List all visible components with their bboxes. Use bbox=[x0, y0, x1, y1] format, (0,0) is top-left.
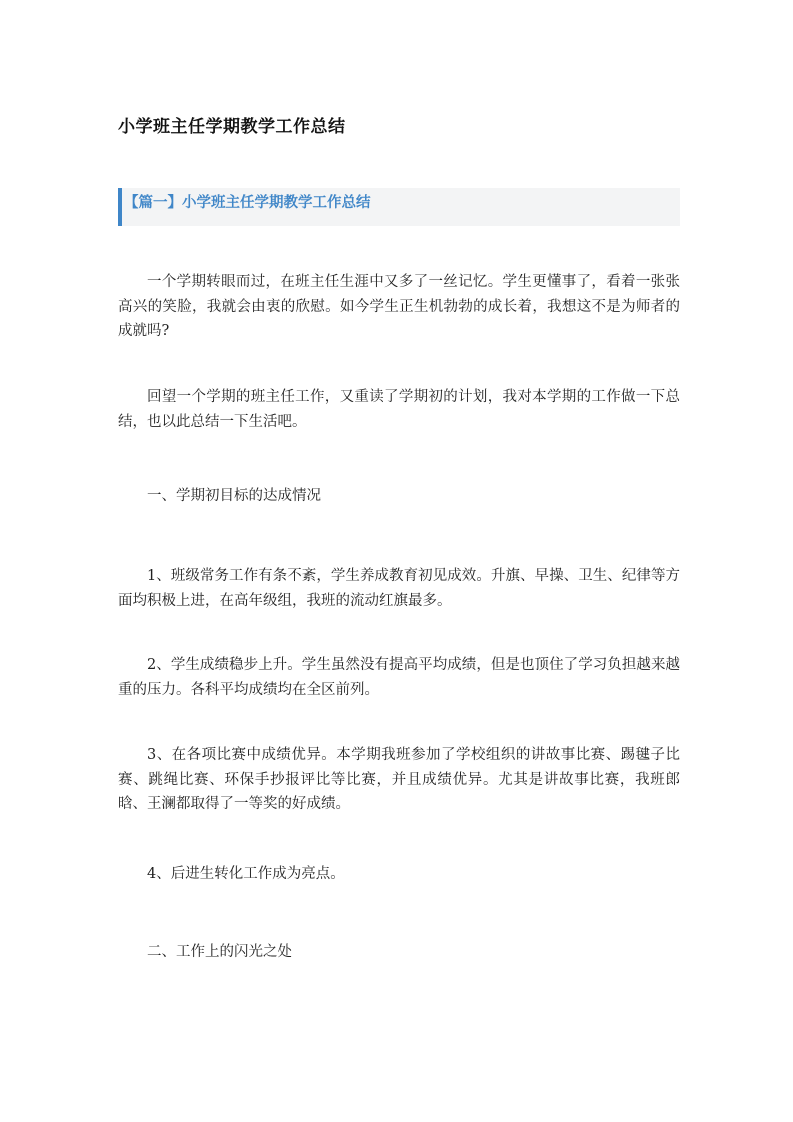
section-heading-box bbox=[118, 188, 680, 226]
paragraph-item-2: 2、学生成绩稳步上升。学生虽然没有提高平均成绩，但是也顶住了学习负担越来越重的压力。各科平均成绩均在全区前列。 bbox=[118, 657, 680, 698]
section-heading: 【篇一】小学班主任学期教学工作总结 bbox=[124, 195, 371, 211]
document-title: 小学班主任学期教学工作总结 bbox=[118, 117, 346, 137]
subheading-highlights: 二、工作上的闪光之处 bbox=[147, 944, 292, 960]
paragraph-item-1: 1、班级常务工作有条不紊，学生养成教育初见成效。升旗、早操、卫生、纪律等方面均积极上进，在高年级组，我班的流动红旗最多。 bbox=[118, 568, 680, 609]
paragraph-review: 回望一个学期的班主任工作，又重读了学期初的计划，我对本学期的工作做一下总结，也以此总结一下生活吧。 bbox=[118, 389, 680, 430]
paragraph-intro: 一个学期转眼而过，在班主任生涯中又多了一丝记忆。学生更懂事了，看着一张张高兴的笑脸，我就会由衷的欣慰。如今学生正生机勃勃的成长着，我想这不是为师者的成就吗? bbox=[118, 274, 680, 339]
subheading-goals: 一、学期初目标的达成情况 bbox=[147, 488, 321, 504]
paragraph-item-4: 4、后进生转化工作成为亮点。 bbox=[147, 866, 345, 882]
paragraph-item-3: 3、在各项比赛中成绩优异。本学期我班参加了学校组织的讲故事比赛、踢毽子比赛、跳绳比赛、环保手抄报评比等比赛，并且成绩优异。尤其是讲故事比赛，我班郎晗、王澜都取得了一等奖的好成绩。 bbox=[118, 747, 680, 812]
